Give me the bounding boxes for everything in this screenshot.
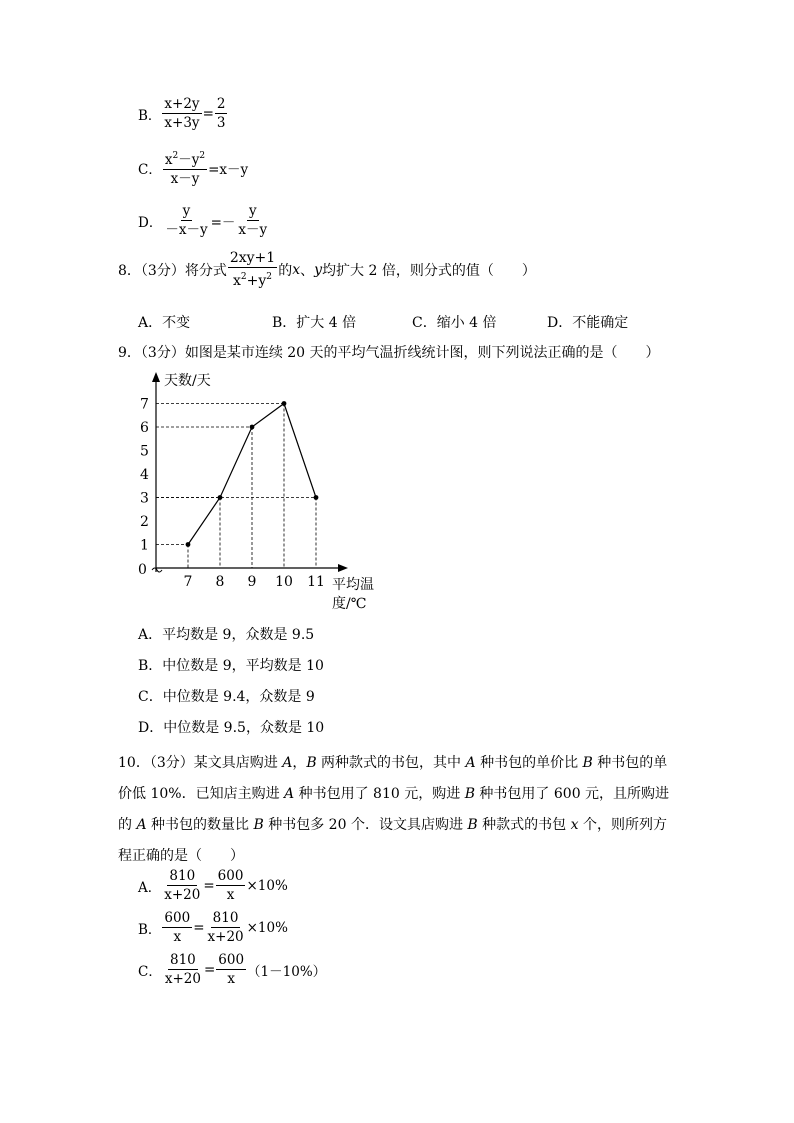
q10-number: 10．（3分） — [118, 755, 194, 771]
fraction — [216, 868, 246, 903]
var-b: B — [464, 786, 475, 802]
term: +y — [246, 273, 267, 289]
y-tick-label: 2 — [140, 514, 149, 530]
q8-text: 均扩大 2 倍，则分式的值（ ） — [322, 262, 536, 279]
denominator: x+3y — [164, 115, 200, 131]
fraction — [236, 203, 269, 238]
option-label: A． — [138, 879, 162, 896]
q9-option-c: C．中位数是 9.4，众数是 9 — [138, 689, 315, 705]
q10-stem — [118, 748, 678, 872]
y-axis-label: 天数/天 — [164, 373, 211, 389]
fraction — [163, 203, 209, 238]
denominator: x+20 — [207, 929, 244, 945]
var-x: x — [292, 261, 301, 278]
option-label: C． — [138, 963, 162, 980]
equals: = — [193, 919, 205, 936]
temperature-line-chart — [120, 366, 390, 616]
q10-text: 种书包的单价低 10%．已知店主购进 — [118, 755, 668, 802]
x-tick-label: 10 — [275, 574, 293, 590]
q10-option-c — [138, 952, 326, 987]
q10-option-a — [138, 868, 288, 903]
data-point — [314, 495, 319, 500]
chart-root — [138, 372, 348, 590]
q8-text: 的 — [278, 262, 293, 279]
x-axis-label-line1: 平均温 — [332, 577, 374, 593]
y-axis-arrow — [152, 372, 160, 382]
fraction — [215, 96, 228, 131]
q9-option-d: D．中位数是 9.5，众数是 10 — [138, 720, 325, 736]
var-b: B — [253, 817, 264, 833]
q10-text: 种款式的书包 — [477, 817, 571, 833]
q7-option-c — [138, 148, 248, 187]
option-label: B． — [138, 107, 162, 124]
q10-option-b — [138, 910, 288, 945]
term: －y — [178, 152, 200, 168]
fraction — [216, 952, 246, 987]
fraction — [163, 148, 207, 187]
q8-option-c: C．缩小 4 倍 — [412, 315, 497, 331]
tail: ×10% — [246, 919, 288, 936]
data-point — [218, 495, 223, 500]
denominator: x+20 — [164, 971, 201, 987]
y-tick-label: 1 — [140, 537, 149, 554]
q10-text: 种书包多 20 个．设文具店购进 — [263, 817, 468, 833]
exponent: 2 — [240, 272, 247, 282]
term: x — [164, 152, 173, 168]
exponent: 2 — [199, 151, 206, 161]
rhs: =x－y — [208, 161, 249, 178]
x-axis-arrow — [338, 564, 348, 572]
q10-text: 个，则所列方程正确的是（ ） — [118, 817, 667, 864]
q9-option-a: A．平均数是 9，众数是 9.5 — [138, 627, 315, 643]
origin-label: 0 — [138, 562, 147, 578]
y-tick-label: 4 — [140, 467, 149, 483]
denominator: x－y — [238, 222, 268, 238]
denominator: x — [226, 887, 235, 903]
denominator: x — [173, 929, 182, 945]
numerator: 2 — [216, 96, 226, 112]
x-tick-label: 8 — [215, 574, 225, 590]
x-axis-label-line2: 度/℃ — [332, 596, 367, 612]
denominator — [231, 268, 274, 289]
equals: = — [202, 105, 214, 122]
q8-option-b: B．扩大 4 倍 — [272, 315, 357, 331]
q7-option-d — [138, 203, 270, 238]
y-tick-label: 6 — [140, 420, 149, 436]
numerator: 810 — [212, 910, 239, 926]
tail: ×10% — [246, 877, 288, 894]
q8-text: 、 — [300, 262, 315, 279]
exponent: 2 — [266, 272, 273, 282]
q10-text: 种书包用了 810 元，购进 — [294, 786, 465, 802]
fraction — [162, 96, 201, 131]
data-point — [250, 425, 255, 430]
numerator: 2xy+1 — [229, 250, 276, 266]
fraction — [162, 910, 192, 945]
x-tick-label: 7 — [183, 574, 193, 590]
fraction — [162, 868, 202, 903]
var-a: A — [282, 755, 293, 771]
x-tick-label: 9 — [247, 574, 257, 590]
q10-text: 两种款式的书包，其中 — [316, 755, 466, 771]
var-b: B — [306, 755, 317, 771]
var-b: B — [467, 817, 478, 833]
y-tick-label: 5 — [140, 443, 149, 460]
fraction — [206, 910, 246, 945]
var-b: B — [582, 755, 593, 771]
numerator: 810 — [169, 868, 196, 884]
data-point — [282, 401, 287, 406]
q8-stem — [118, 250, 536, 289]
equals: = — [203, 961, 216, 978]
denominator: x — [227, 971, 235, 987]
var-x: x — [570, 817, 579, 833]
y-tick-label: 3 — [140, 490, 149, 507]
q10-text: 种书包用了 600 元，且所购进的 — [118, 786, 670, 833]
var-a: A — [284, 786, 295, 802]
tail: （1－10%） — [247, 963, 327, 980]
q10-text: 种书包的数量比 — [146, 817, 254, 833]
q9-stem: 9．（3分）如图是某市连续 20 天的平均气温折线统计图，则下列说法正确的是（ ） — [118, 345, 660, 361]
y-tick-label: 7 — [140, 396, 149, 413]
q8-prefix: 8．（3分）将分式 — [118, 262, 227, 279]
numerator: x+2y — [164, 96, 200, 112]
numerator: 600 — [217, 868, 244, 884]
var-a: A — [465, 755, 476, 771]
q8-option-a: A．不变 — [138, 315, 191, 331]
denominator: x－y — [170, 171, 200, 187]
exponent: 2 — [172, 151, 179, 161]
var-y: y — [314, 261, 323, 278]
q9-option-b: B．中位数是 9，平均数是 10 — [138, 658, 324, 674]
equals: =－ — [210, 214, 236, 231]
numerator — [163, 148, 207, 170]
denominator: x+20 — [164, 887, 201, 903]
q10-text: 某文具店购进 — [193, 755, 283, 771]
q10-text: ， — [292, 755, 307, 771]
var-a: A — [136, 817, 147, 833]
numerator: y — [248, 203, 257, 219]
q10-text: 种书包的单价比 — [475, 755, 583, 771]
option-label: D． — [138, 214, 163, 231]
q7-option-b — [138, 96, 228, 131]
option-label: C． — [138, 161, 162, 178]
data-point — [186, 542, 191, 547]
fraction — [228, 250, 277, 289]
term: x — [233, 273, 241, 289]
x-tick-label: 11 — [307, 574, 325, 590]
numerator: 810 — [170, 952, 196, 968]
equals: = — [203, 877, 215, 894]
denominator: －x－y — [165, 222, 208, 238]
numerator: 600 — [164, 910, 191, 926]
numerator: y — [182, 203, 191, 219]
option-label: B． — [138, 921, 162, 938]
denominator: 3 — [216, 115, 226, 131]
q8-option-d: D．不能确定 — [547, 315, 629, 331]
numerator: 600 — [218, 952, 245, 968]
fraction — [163, 952, 203, 987]
